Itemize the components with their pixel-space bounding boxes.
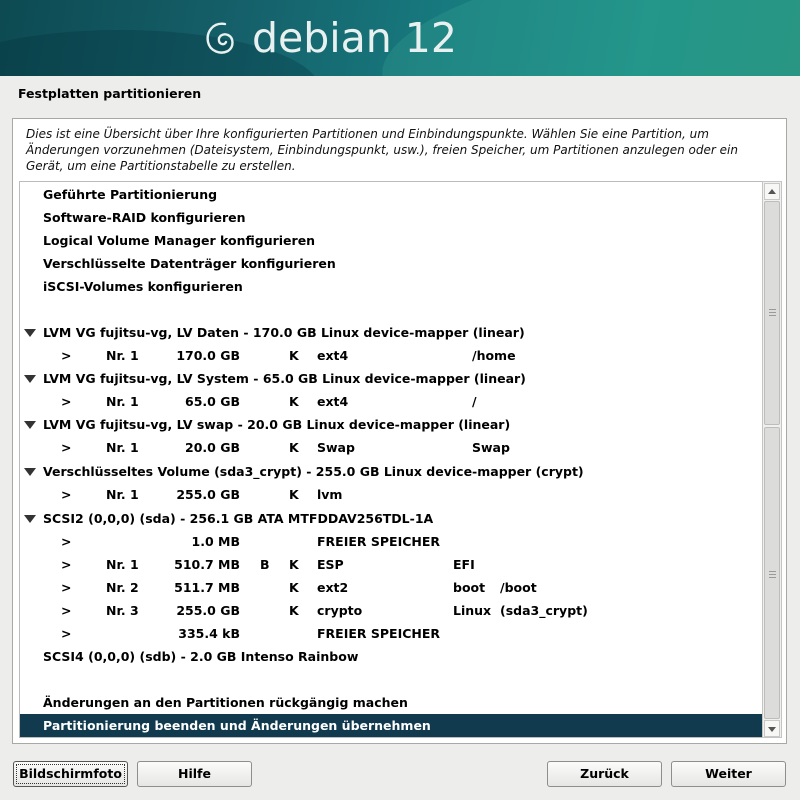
row-arrow: > — [61, 603, 72, 618]
device-label: Verschlüsseltes Volume (sda3_crypt) - 255.0 GB Linux device-mapper (crypt) — [43, 464, 584, 479]
expand-triangle-icon[interactable] — [24, 515, 36, 523]
header-banner — [0, 0, 800, 76]
arrow-down-icon — [768, 727, 776, 732]
row-arrow: > — [61, 626, 72, 641]
row-arrow: > — [61, 487, 72, 502]
list-item-iscsi[interactable] — [20, 275, 762, 298]
partition-flag-k: K — [289, 348, 299, 363]
partition-filesystem: ext4 — [317, 348, 349, 363]
partition-row-crypt-1[interactable] — [20, 483, 762, 506]
partition-flag-k: K — [289, 603, 299, 618]
partition-flag-k: K — [289, 487, 299, 502]
row-arrow: > — [61, 580, 72, 595]
help-button[interactable]: Hilfe — [137, 761, 252, 787]
partition-size: 511.7 MB — [174, 580, 240, 595]
partition-size: 255.0 GB — [176, 487, 240, 502]
partition-flag-k: K — [289, 580, 299, 595]
partition-row-sda-1[interactable] — [20, 553, 762, 576]
partition-size: 1.0 MB — [191, 534, 240, 549]
partition-filesystem: FREIER SPEICHER — [317, 626, 441, 641]
partition-filesystem: Swap — [317, 440, 355, 455]
partition-size: 65.0 GB — [185, 394, 240, 409]
list-item-label: Änderungen an den Partitionen rückgängig machen — [43, 695, 408, 710]
list-item-label: iSCSI-Volumes konfigurieren — [43, 279, 243, 294]
list-scrollbar[interactable] — [762, 181, 782, 738]
list-item-finish-partitioning[interactable] — [20, 714, 762, 737]
continue-button[interactable]: Weiter — [671, 761, 786, 787]
scroll-up-button[interactable] — [764, 183, 780, 200]
expand-triangle-icon[interactable] — [24, 421, 36, 429]
partition-mountpoint: (sda3_crypt) — [500, 603, 588, 618]
device-label: SCSI2 (0,0,0) (sda) - 256.1 GB ATA MTFDDAV256TDL-1A — [43, 511, 434, 526]
partition-row-sda-2[interactable] — [20, 576, 762, 599]
list-item-label: Logical Volume Manager konfigurieren — [43, 233, 316, 248]
device-row-lv-system[interactable] — [20, 367, 762, 390]
partition-filesystem: lvm — [317, 487, 343, 502]
partition-flag-k: K — [289, 440, 299, 455]
partition-row-swap-1[interactable] — [20, 436, 762, 459]
partition-size: 20.0 GB — [185, 440, 240, 455]
partition-number: Nr. 3 — [106, 603, 139, 618]
device-label: LVM VG fujitsu-vg, LV System - 65.0 GB Linux device-mapper (linear) — [43, 371, 526, 386]
partition-list — [19, 181, 762, 738]
banner-title: debian 12 — [252, 14, 457, 62]
partition-number: Nr. 1 — [106, 557, 139, 572]
list-item-label: Geführte Partitionierung — [43, 187, 218, 202]
partition-row-daten-1[interactable] — [20, 344, 762, 367]
intro-text: Dies ist eine Übersicht über Ihre konfigurierten Partitionen und Einbindungspunkte. Wählen Sie eine Partition, um Änderungen vorzunehmen (Dateisystem, Einbindungspunkt, usw.), freien Speicher, um Partitionen anzulegen oder ein Gerät, um eine Partitionstabelle zu erstellen. — [26, 127, 738, 173]
partition-number: Nr. 1 — [106, 487, 139, 502]
partition-size: 335.4 kB — [178, 626, 240, 641]
device-row-sda[interactable] — [20, 507, 762, 530]
row-arrow: > — [61, 394, 72, 409]
partition-filesystem: ESP — [317, 557, 344, 572]
partition-use: Linux — [453, 603, 492, 618]
list-item-label: Verschlüsselte Datenträger konfigurieren — [43, 256, 336, 271]
expand-triangle-icon[interactable] — [24, 375, 36, 383]
device-label: SCSI4 (0,0,0) (sdb) - 2.0 GB Intenso Rainbow — [43, 649, 359, 664]
partition-flag-b: B — [260, 557, 270, 572]
partition-row-sda-free-2[interactable] — [20, 622, 762, 645]
list-item-guided-partitioning[interactable] — [20, 183, 762, 206]
device-row-sdb[interactable] — [20, 645, 762, 668]
partition-filesystem: ext4 — [317, 394, 349, 409]
partition-filesystem: FREIER SPEICHER — [317, 534, 441, 549]
scroll-thumb-upper[interactable] — [764, 201, 780, 425]
partition-mountpoint: /home — [472, 348, 516, 363]
debian-swirl-icon — [203, 18, 239, 58]
partition-row-sda-3[interactable] — [20, 599, 762, 622]
partition-size: 255.0 GB — [176, 603, 240, 618]
list-item-lvm[interactable] — [20, 229, 762, 252]
partition-mountpoint: Swap — [472, 440, 510, 455]
expand-triangle-icon[interactable] — [24, 329, 36, 337]
list-item-encrypted-volumes[interactable] — [20, 252, 762, 275]
row-arrow: > — [61, 348, 72, 363]
partition-filesystem: ext2 — [317, 580, 349, 595]
list-item-undo-changes[interactable] — [20, 691, 762, 714]
list-item-label: Software-RAID konfigurieren — [43, 210, 246, 225]
partition-row-sda-free-1[interactable] — [20, 530, 762, 553]
partition-number: Nr. 2 — [106, 580, 139, 595]
device-row-crypt[interactable] — [20, 460, 762, 483]
arrow-up-icon — [768, 189, 776, 194]
device-label: LVM VG fujitsu-vg, LV swap - 20.0 GB Linux device-mapper (linear) — [43, 417, 511, 432]
partition-use: EFI — [453, 557, 475, 572]
list-item-label: Partitionierung beenden und Änderungen übernehmen — [43, 718, 431, 733]
partition-mountpoint: / — [472, 394, 477, 409]
row-arrow: > — [61, 440, 72, 455]
partition-number: Nr. 1 — [106, 394, 139, 409]
partition-number: Nr. 1 — [106, 440, 139, 455]
page-title: Festplatten partitionieren — [18, 86, 202, 101]
partition-use: boot — [453, 580, 486, 595]
partition-size: 510.7 MB — [174, 557, 240, 572]
partition-row-system-1[interactable] — [20, 390, 762, 413]
partition-mountpoint: /boot — [500, 580, 537, 595]
partition-number: Nr. 1 — [106, 348, 139, 363]
row-arrow: > — [61, 534, 72, 549]
device-row-lv-swap[interactable] — [20, 413, 762, 436]
partition-size: 170.0 GB — [176, 348, 240, 363]
scroll-thumb-lower[interactable] — [764, 427, 780, 719]
device-row-lv-daten[interactable] — [20, 321, 762, 344]
device-label: LVM VG fujitsu-vg, LV Daten - 170.0 GB Linux device-mapper (linear) — [43, 325, 525, 340]
scroll-down-button[interactable] — [764, 720, 780, 737]
partition-flag-k: K — [289, 557, 299, 572]
partition-flag-k: K — [289, 394, 299, 409]
expand-triangle-icon[interactable] — [24, 468, 36, 476]
partition-filesystem: crypto — [317, 603, 363, 618]
screenshot-button[interactable]: Bildschirmfoto — [13, 761, 128, 787]
back-button[interactable]: Zurück — [547, 761, 662, 787]
list-item-software-raid[interactable] — [20, 206, 762, 229]
row-arrow: > — [61, 557, 72, 572]
